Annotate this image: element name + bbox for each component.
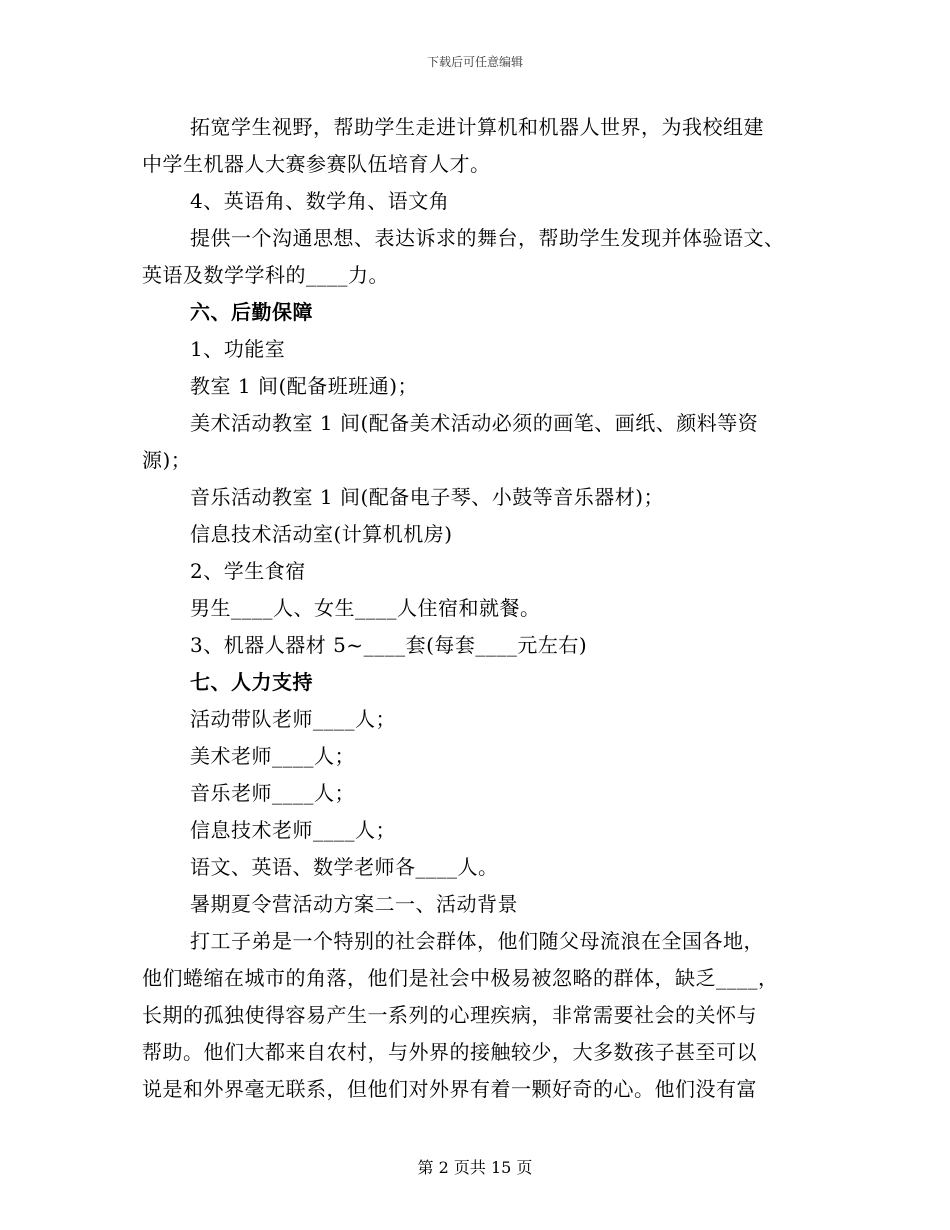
body-line: 打工子弟是一个特别的社会群体，他们随父母流浪在全国各地， <box>190 929 764 953</box>
header-note: 下载后可任意编辑 <box>426 55 523 69</box>
body-line: 拓宽学生视野，帮助学生走进计算机和机器人世界，为我校组建 <box>190 115 764 139</box>
section-heading: 六、后勤保障 <box>190 300 313 324</box>
body-line: 美术活动教室 1 间(配备美术活动必须的画笔、画纸、颜料等资 <box>190 411 759 435</box>
page-footer: 第 2 页共 15 页 <box>417 1158 533 1177</box>
section-heading: 七、人力支持 <box>190 670 313 694</box>
body-line: 信息技术老师____人； <box>190 818 396 842</box>
body-line: 男生____人、女生____人住宿和就餐。 <box>190 596 541 620</box>
body-line: 帮助。他们大都来自农村，与外界的接触较少，大多数孩子甚至可以 <box>142 1040 757 1064</box>
body-line: 英语及数学学科的____力。 <box>142 263 389 287</box>
body-line: 音乐活动教室 1 间(配备电子琴、小鼓等音乐器材)； <box>190 485 665 509</box>
body-line: 音乐老师____人； <box>190 781 355 805</box>
subsection-heading: 2、学生食宿 <box>190 559 306 583</box>
body-line: 活动带队老师____人； <box>190 707 396 731</box>
body-line: 长期的孤独使得容易产生一系列的心理疾病，非常需要社会的关怀与 <box>142 1003 757 1027</box>
body-line: 信息技术活动室(计算机机房) <box>190 522 453 546</box>
body-line: 教室 1 间(配备班班通)； <box>190 374 419 398</box>
body-line: 暑期夏令营活动方案二一、活动背景 <box>190 892 518 916</box>
body-line: 提供一个沟通思想、表达诉求的舞台，帮助学生发现并体验语文、 <box>190 226 785 250</box>
body-line: 他们蜷缩在城市的角落，他们是社会中极易被忽略的群体，缺乏____， <box>142 966 779 990</box>
subsection-heading: 1、功能室 <box>190 337 286 361</box>
body-line: 语文、英语、数学老师各____人。 <box>190 855 499 879</box>
body-line: 说是和外界毫无联系，但他们对外界有着一颗好奇的心。他们没有富 <box>142 1077 757 1101</box>
body-line: 中学生机器人大赛参赛队伍培育人才。 <box>142 152 491 176</box>
body-line: 4、英语角、数学角、语文角 <box>190 189 450 213</box>
body-line: 美术老师____人； <box>190 744 355 768</box>
body-line: 源)； <box>142 448 192 472</box>
subsection-heading: 3、机器人器材 5~____套(每套____元左右) <box>190 633 588 657</box>
